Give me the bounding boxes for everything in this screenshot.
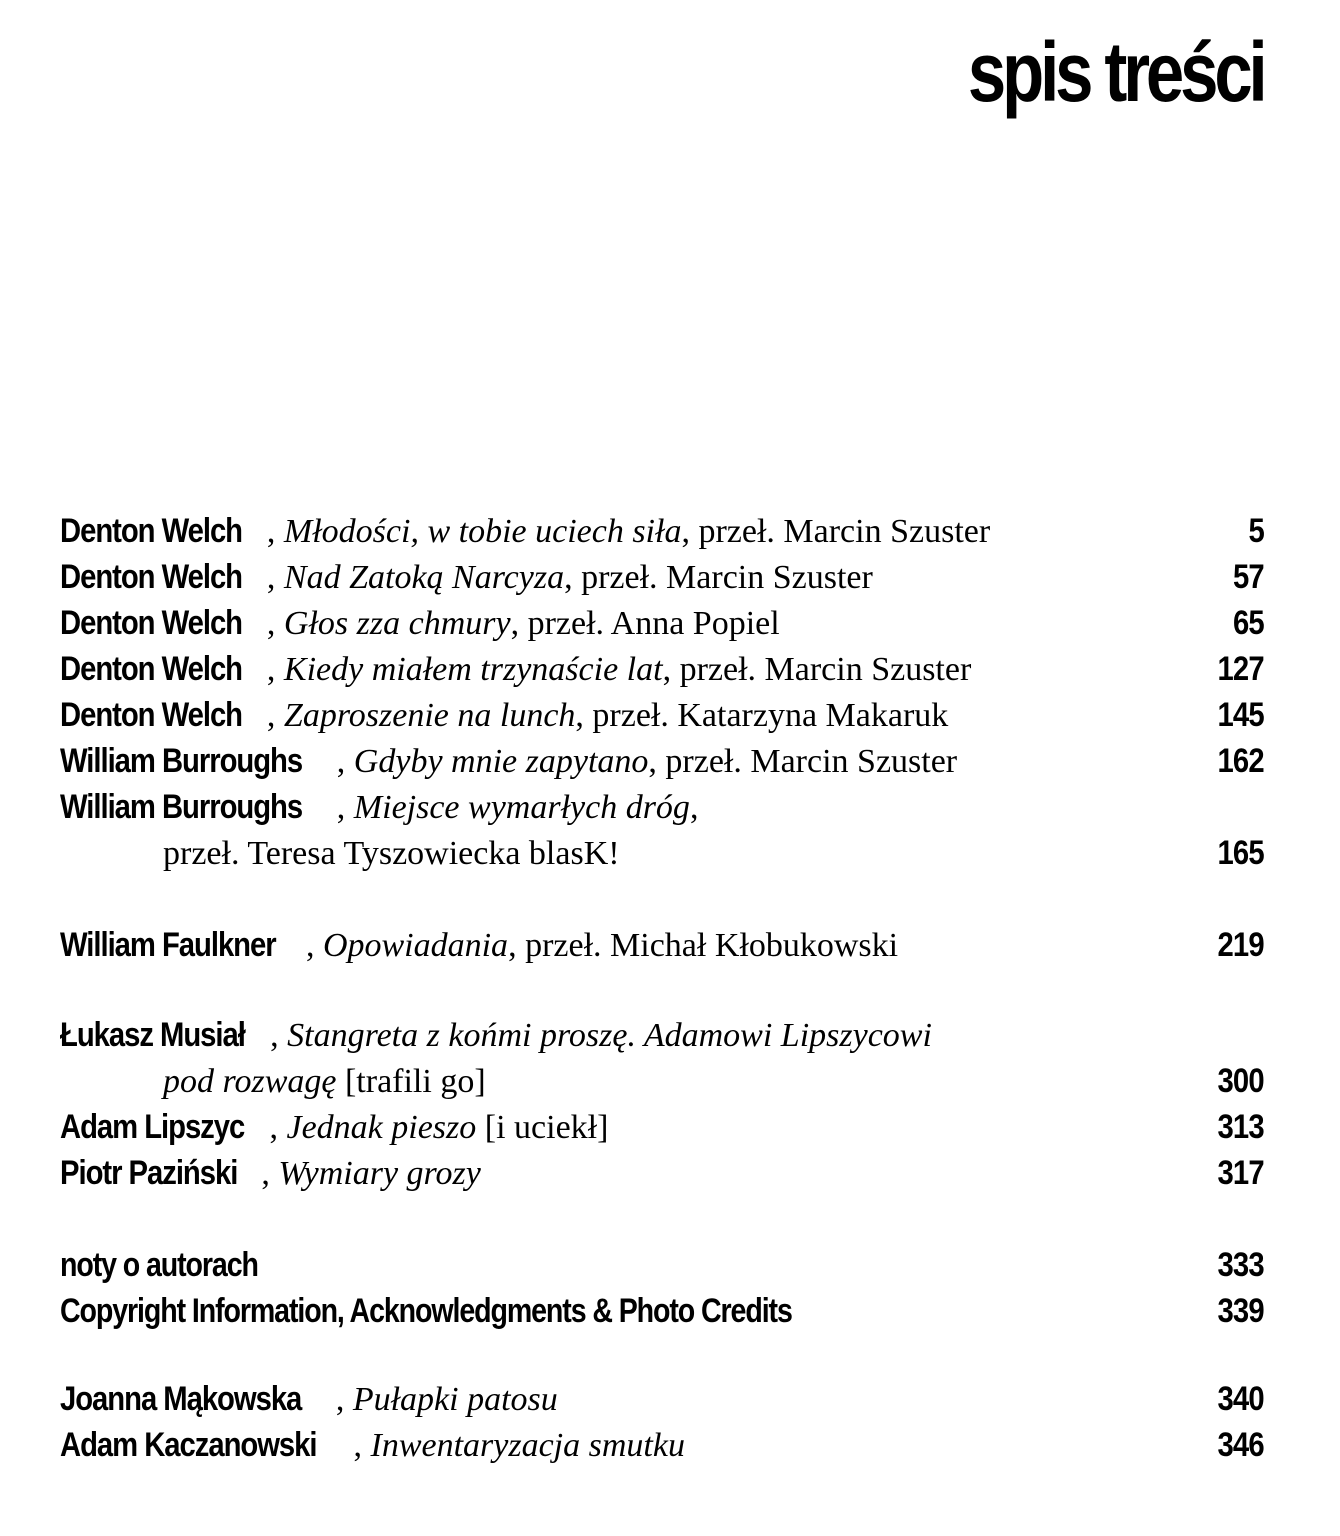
entry-separator: , <box>336 789 346 826</box>
entry-page-number: 339 <box>1217 1292 1264 1330</box>
entry-work: Pułapki patosu <box>352 1381 558 1418</box>
entry-work: Młodości, w tobie uciech siła <box>283 513 682 550</box>
entry-page-number: 145 <box>1217 696 1264 734</box>
entry-separator: , <box>270 1017 279 1054</box>
entry-translator: , przeł. Marcin Szuster <box>662 651 972 688</box>
toc-entry[interactable] <box>60 1292 1264 1338</box>
entry-work: Kiedy miałem trzynaście lat <box>283 651 663 688</box>
entry-author: Denton Welch <box>60 512 243 550</box>
entry-separator: , <box>266 697 276 734</box>
entry-work: Nad Zatoką Narcyza <box>283 559 565 596</box>
toc-entry-continuation[interactable] <box>60 834 1264 880</box>
entry-work: Opowiadania <box>322 927 509 964</box>
entry-work: Gdyby mnie zapytano <box>353 743 649 780</box>
entry-author: William Faulkner <box>60 926 276 964</box>
entry-separator: , <box>266 513 276 550</box>
entry-page-number: 127 <box>1217 650 1264 688</box>
toc-entry[interactable] <box>60 1246 1264 1292</box>
entry-separator: , <box>336 743 346 780</box>
entry-work: Zaproszenie na lunch <box>283 697 576 734</box>
entry-author: William Burroughs <box>60 788 303 826</box>
entry-author: Denton Welch <box>60 650 243 688</box>
entry-work: Wymiary grozy <box>278 1155 481 1192</box>
entry-page-number: 57 <box>1233 558 1264 596</box>
entry-author: Łukasz Musiał <box>60 1016 245 1054</box>
entry-translator: , przeł. Katarzyna Makaruk <box>575 697 949 734</box>
entry-author: William Burroughs <box>60 742 303 780</box>
page-title: spis treści <box>968 25 1264 119</box>
entry-section-label: Copyright Information, Acknowledgments & Photo Credits <box>60 1292 792 1330</box>
toc-entry[interactable] <box>60 1426 1264 1472</box>
entry-page-number: 165 <box>1217 834 1264 872</box>
entry-author: Adam Lipszyc <box>60 1108 245 1146</box>
entry-author: Adam Kaczanowski <box>60 1426 317 1464</box>
toc-entry[interactable] <box>60 696 1264 742</box>
entry-separator: , <box>266 559 276 596</box>
entry-page-number: 317 <box>1217 1154 1264 1192</box>
entry-work: Głos zza chmury <box>283 605 511 642</box>
entry-author: Joanna Mąkowska <box>60 1380 302 1418</box>
entry-translator: , przeł. Marcin Szuster <box>681 513 991 550</box>
toc-entry[interactable] <box>60 1154 1264 1200</box>
entry-page-number: 162 <box>1217 742 1264 780</box>
entry-page-number: 300 <box>1217 1062 1264 1100</box>
entry-author: Denton Welch <box>60 558 243 596</box>
entry-translator: , przeł. Anna Popiel <box>510 605 780 642</box>
entry-page-number: 333 <box>1217 1246 1264 1284</box>
entry-work: Jednak pieszo <box>286 1109 477 1146</box>
toc-entry[interactable] <box>60 512 1264 558</box>
toc-entry[interactable] <box>60 926 1264 972</box>
entry-section-label: noty o autorach <box>60 1246 258 1284</box>
entry-separator: , <box>335 1381 345 1418</box>
entry-separator: , <box>353 1427 362 1464</box>
entry-author: Denton Welch <box>60 604 243 642</box>
entry-translator: , przeł. Marcin Szuster <box>564 559 873 596</box>
entry-work: Stangreta z końmi proszę. Adamowi Lipszycowi <box>287 1017 932 1054</box>
toc-entry[interactable] <box>60 788 1264 834</box>
entry-work: Miejsce wymarłych dróg <box>353 789 690 826</box>
entry-author: Piotr Paziński <box>60 1154 238 1192</box>
toc-entry[interactable] <box>60 742 1264 788</box>
entry-note: [i uciekł] <box>476 1109 609 1146</box>
entry-separator: , <box>266 651 276 688</box>
entry-page-number: 313 <box>1217 1108 1264 1146</box>
entry-work: Inwentaryzacja smutku <box>370 1427 685 1464</box>
toc-entry[interactable] <box>60 650 1264 696</box>
entry-page-number: 65 <box>1233 604 1264 642</box>
toc-entry-continuation[interactable] <box>60 1062 1264 1108</box>
entry-author: Denton Welch <box>60 696 243 734</box>
entry-separator: , <box>305 927 315 964</box>
entry-translator: , przeł. Michał Kłobukowski <box>508 927 899 964</box>
entry-page-number: 5 <box>1248 512 1264 550</box>
entry-page-number: 340 <box>1217 1380 1264 1418</box>
entry-translator: przeł. Teresa Tyszowiecka blasK! <box>163 835 620 872</box>
entry-separator: , <box>261 1155 270 1192</box>
entry-page-number: 219 <box>1217 926 1264 964</box>
toc-entry[interactable] <box>60 604 1264 650</box>
toc-entry[interactable] <box>60 1016 1264 1062</box>
entry-page-number: 346 <box>1217 1426 1264 1464</box>
toc-entry[interactable] <box>60 558 1264 604</box>
entry-work: pod rozwagę <box>163 1063 337 1100</box>
entry-separator: , <box>269 1109 278 1146</box>
entry-note: [trafili go] <box>336 1063 486 1100</box>
toc-entry[interactable] <box>60 1380 1264 1426</box>
toc-entry[interactable] <box>60 1108 1264 1154</box>
entry-translator: , <box>689 789 699 826</box>
entry-separator: , <box>266 605 276 642</box>
entry-translator: , przeł. Marcin Szuster <box>648 743 958 780</box>
